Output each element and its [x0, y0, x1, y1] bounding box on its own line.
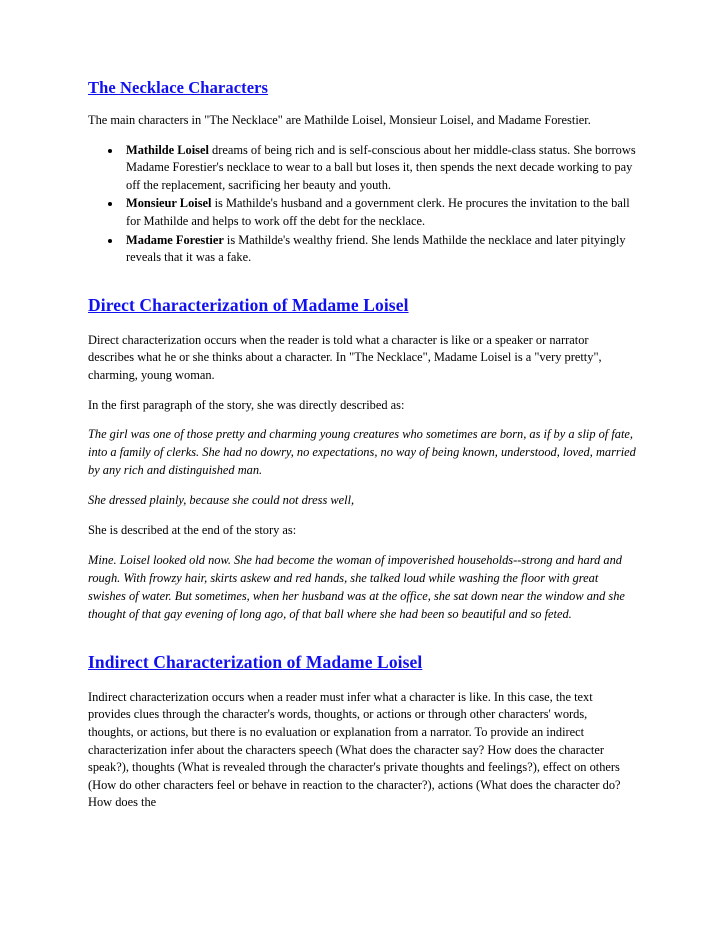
character-name: Mathilde Loisel [126, 142, 209, 157]
block-quote: The girl was one of those pretty and charming young creatures who sometimes are born, as if by a slip of fate, into a family of clerks. She had no dowry, no expectations, no way of being known, understood, loved, married by any rich and distinguished man. [88, 427, 636, 478]
section-heading-direct-characterization: Direct Characterization of Madame Loisel [88, 294, 409, 315]
list-item [122, 195, 636, 230]
characters-intro-paragraph: The main characters in "The Necklace" are Mathilde Loisel, Monsieur Loisel, and Madame Forestier. [88, 113, 591, 127]
paragraph: Indirect characterization occurs when a reader must infer what a character is like. In this case, the text provides clues through the character's words, thoughts, or actions or through other characters' words, thoughts, or actions, but there is no evaluation or explanation from a narrator. To provide an indirect characterization infer about the characters speech (What does the character say? How does the character speak?), thoughts (What is revealed through the character's private thoughts and feelings?), effect on others (How do other characters feel or behave in reaction to the character?), actions (What does the character do? How does the [88, 689, 621, 810]
paragraph: In the first paragraph of the story, she was directly described as: [88, 397, 405, 412]
block-quote: She dressed plainly, because she could not dress well, [88, 493, 355, 508]
section-heading-indirect-characterization: Indirect Characterization of Madame Loisel [88, 651, 423, 672]
character-name: Madame Forestier [126, 232, 224, 247]
character-list [88, 142, 636, 267]
list-item [122, 142, 636, 195]
character-name: Monsieur Loisel [126, 196, 212, 211]
block-quote: Mine. Loisel looked old now. She had become the woman of impoverished households--strong and hard and rough. With frowzy hair, skirts askew and red hands, she talked loud while washing the floor with great swishes of water. But sometimes, when her husband was at the office, she sat down near the window and she thought of that gay evening of long ago, of that ball where she had been so beautiful and so feted. [88, 552, 625, 621]
paragraph: She is described at the end of the story as: [88, 523, 297, 538]
character-description: is Mathilde's wealthy friend. She lends Mathilde the necklace and later pityingly reveals that it was a fake. [126, 232, 626, 265]
paragraph: Direct characterization occurs when the reader is told what a character is like or a speaker or narrator describes what he or she thinks about a character. In "The Necklace", Madame Loisel is a "very pretty", charming, young woman. [88, 332, 602, 383]
indirect-characterization-body [88, 689, 636, 812]
character-description: dreams of being rich and is self-conscious about her middle-class status. She borrows Madame Forestier's necklace to wear to a ball but loses it, then spends the next decade working to pay off the replacement, sacrificing her beauty and youth. [126, 142, 636, 192]
character-description: is Mathilde's husband and a government clerk. He procures the invitation to the ball for Mathilde and helps to work off the debt for the necklace. [126, 196, 630, 229]
list-item [122, 232, 636, 267]
page-title: The Necklace Characters [88, 78, 269, 97]
direct-characterization-body [88, 332, 636, 624]
